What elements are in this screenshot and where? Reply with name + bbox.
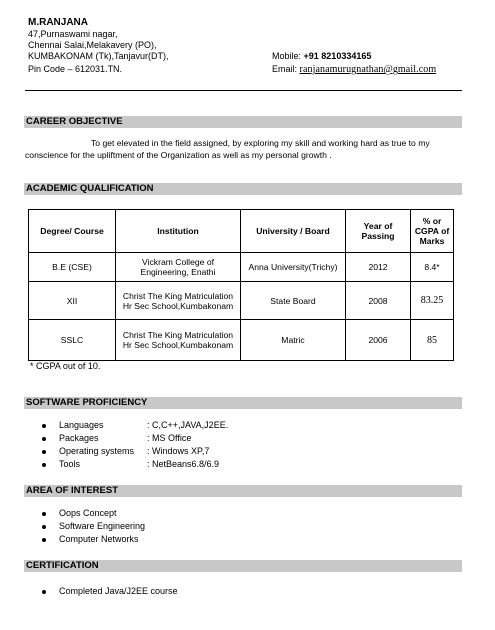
list-item: Computer Networks [42, 533, 145, 546]
section-interest: AREA OF INTEREST [24, 485, 462, 497]
cell-year: 2012 [346, 253, 411, 282]
list-item: Oops Concept [42, 507, 145, 520]
cell-degree: SSLC [29, 320, 116, 361]
address-line-3: KUMBAKONAM (Tk),Tanjavur(DT), [28, 51, 169, 61]
interest-list [42, 507, 145, 546]
skill-value: : Windows XP,7 [147, 446, 210, 456]
table-row [29, 253, 454, 282]
table-header-row [29, 210, 454, 253]
cgpa-note: * CGPA out of 10. [30, 361, 101, 371]
col-year: Year of Passing [346, 210, 411, 253]
skill-label: Tools [59, 459, 81, 469]
col-marks: % or CGPA of Marks [411, 210, 454, 253]
table-row [29, 320, 454, 361]
header-divider [25, 90, 462, 91]
cell-university: Anna University(Trichy) [241, 253, 346, 282]
cell-marks: 85 [411, 320, 454, 361]
section-software: SOFTWARE PROFICIENCY [24, 397, 462, 409]
cell-year: 2008 [346, 282, 411, 320]
col-university: University / Board [241, 210, 346, 253]
list-item: Software Engineering [42, 520, 145, 533]
address-line-1: 47,Purnaswami nagar, [28, 29, 118, 39]
section-career-objective: CAREER OBJECTIVE [24, 116, 462, 128]
list-item [42, 445, 228, 458]
mobile-value: +91 8210334165 [303, 51, 372, 61]
mobile-contact [272, 51, 371, 61]
cell-year: 2006 [346, 320, 411, 361]
email-contact [272, 64, 436, 75]
skill-label: Packages [59, 433, 99, 443]
cell-university: State Board [241, 282, 346, 320]
cell-degree: B.E (CSE) [29, 253, 116, 282]
career-objective-text: To get elevated in the field assigned, by exploring my skill and working hard as true to my conscience for the upliftment of the Organization as well as my personal growth . [25, 138, 430, 160]
cell-institution: Vickram College of Engineering, Enathi [116, 253, 241, 282]
list-item [42, 419, 228, 432]
software-list [42, 419, 228, 471]
cell-degree: XII [29, 282, 116, 320]
skill-label: Languages [59, 420, 104, 430]
skill-value: : C,C++,JAVA,J2EE. [147, 420, 229, 430]
skill-value: : MS Office [147, 433, 192, 443]
cell-institution: Christ The King Matriculation Hr Sec School,Kumbakonam [116, 282, 241, 320]
address-line-2: Chennai Salai,Melakavery (PO), [28, 40, 157, 50]
list-item [42, 432, 228, 445]
certification-list [42, 585, 178, 598]
cell-marks: 8.4* [411, 253, 454, 282]
address-line-4: Pin Code – 612031.TN. [28, 64, 123, 74]
col-institution: Institution [116, 210, 241, 253]
skill-label: Operating systems [59, 446, 135, 456]
cell-university: Matric [241, 320, 346, 361]
col-degree: Degree/ Course [29, 210, 116, 253]
list-item [42, 458, 228, 471]
section-academic: ACADEMIC QUALIFICATION [24, 183, 462, 195]
table-row [29, 282, 454, 320]
mobile-label: Mobile: [272, 51, 302, 61]
candidate-name: M.RANJANA [28, 17, 88, 28]
skill-value: : NetBeans6.8/6.9 [147, 459, 220, 469]
list-item: Completed Java/J2EE course [42, 585, 178, 598]
academic-table [28, 209, 454, 361]
email-label: Email: [272, 64, 298, 74]
email-link[interactable]: ranjanamurugnathan@gmail.com [299, 64, 437, 75]
section-certification: CERTIFICATION [24, 560, 462, 572]
cell-institution: Christ The King Matriculation Hr Sec School,Kumbakonam [116, 320, 241, 361]
cell-marks: 83.25 [411, 282, 454, 320]
